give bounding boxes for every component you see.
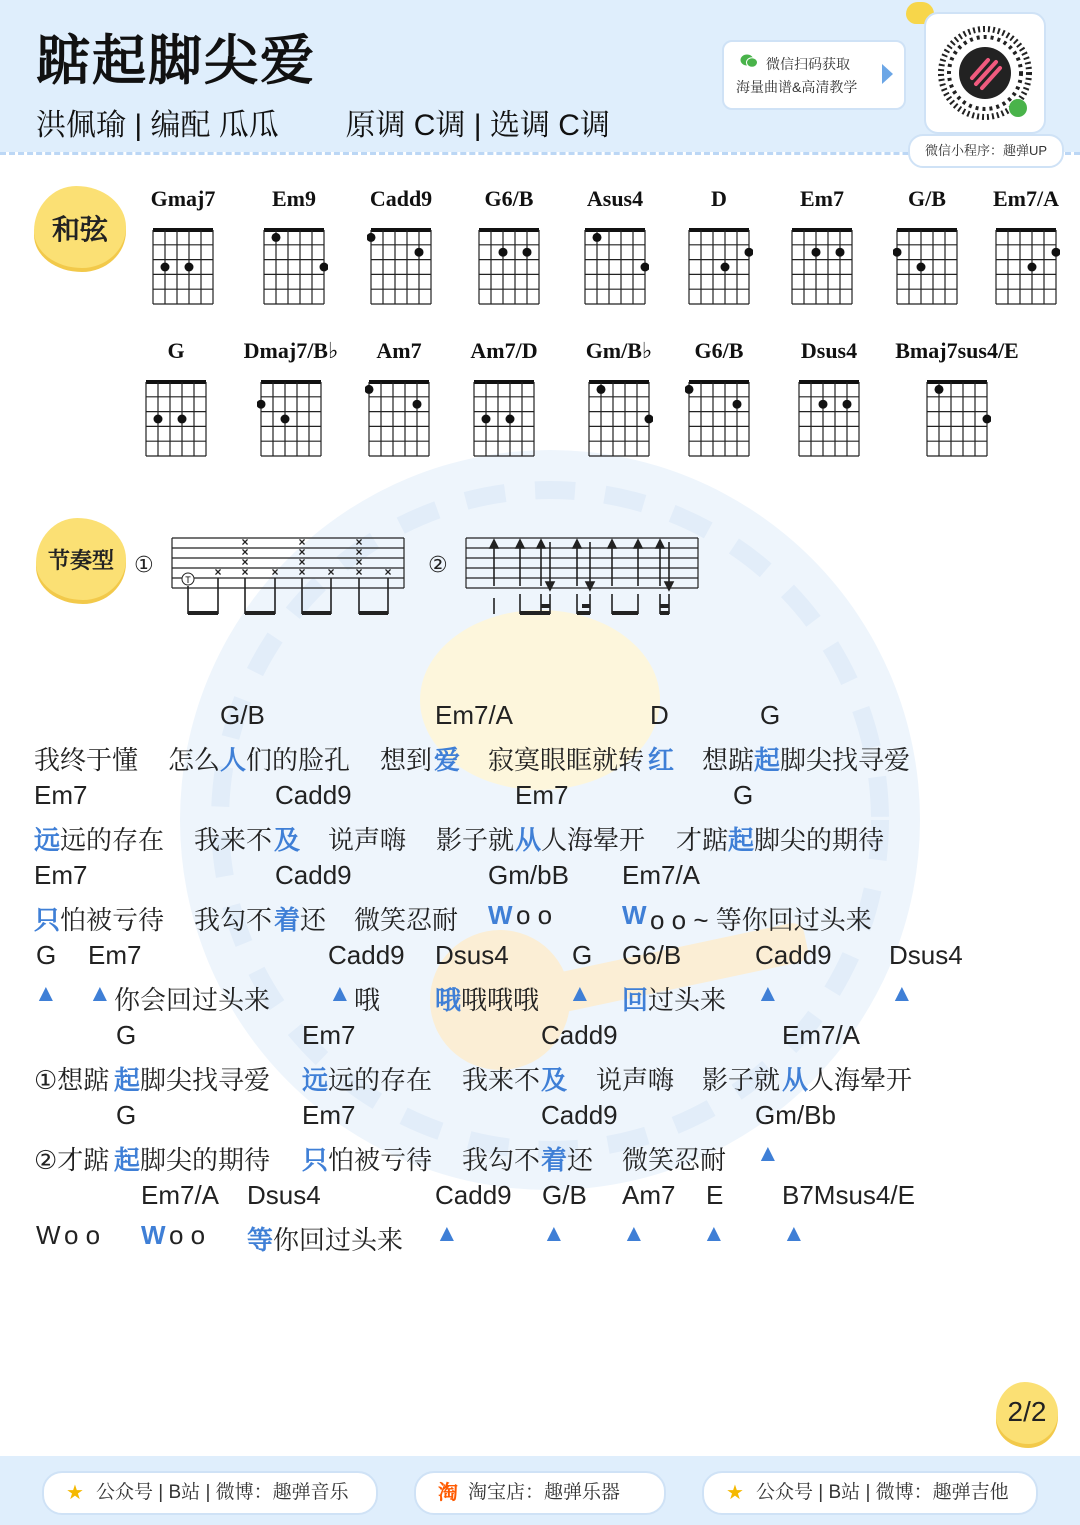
strum-marker: ▲ [890,980,914,1007]
footer-text-guitar: 公众号 | B站 | 微博：趣弹吉他 [756,1482,1009,1503]
lyric-text: o o [169,1220,206,1250]
lyric-text: 脚尖的期待 [754,825,885,855]
footer-text-taobao: 淘宝店：趣弹乐器 [468,1482,621,1503]
strum-marker: ▲ [435,1220,459,1247]
lyric-text: 从 [782,1065,809,1095]
chord-symbol: Em7/A [141,1180,220,1210]
arrow-right-icon [882,64,893,84]
svg-text:×: × [355,565,363,579]
lyric-text: 我勾不 [194,905,273,935]
chord-diagram [470,376,538,460]
lyric-text: 远的存在 [60,825,165,855]
chord-name: Gm/B♭ [585,338,653,363]
chord-diagram [367,224,435,308]
lyric-text: 们的脸孔 [246,745,351,775]
svg-text:×: × [271,565,279,579]
chord-symbol: Em7 [302,1100,356,1130]
lyric-text: 怕被亏待 [328,1145,433,1175]
chord-symbol: E [706,1180,724,1210]
lyric-text: 起 [728,825,755,855]
lyric-text: 想踮 [702,745,755,775]
chord-symbol: G [572,940,593,970]
chord-symbol: Gm/Bb [755,1100,836,1130]
footer-pill-music[interactable] [42,1471,378,1515]
chord-symbol: Em7 [515,780,569,810]
chord-diagram [788,224,856,308]
chord-symbol: Em7/A [782,1020,861,1050]
svg-text:×: × [241,545,249,559]
star-icon: ★ [726,1482,744,1504]
rhythm-1-label: ① [134,552,154,577]
lyric-text: 着 [541,1145,568,1175]
chord-diagram [795,376,863,460]
lyric-text: 我勾不 [462,1145,541,1175]
svg-text:×: × [214,565,222,579]
lyric-text: o o [516,900,553,930]
rhythm-2-label: ② [428,552,448,577]
svg-text:×: × [355,535,363,549]
chord-symbol: Dsus4 [435,940,509,970]
song-title: 踮起脚尖爱 [36,31,316,91]
chord-symbol: B7Msus4/E [782,1180,915,1210]
wechat-icon [740,54,758,68]
chord-symbol: Am7 [622,1180,676,1210]
lyric-text: 着 [274,905,301,935]
chord-name: G6/B [484,186,534,211]
chord-name: G6/B [694,338,744,363]
rhythm-pattern-2 [462,530,702,620]
svg-text:×: × [355,545,363,559]
chord-symbol: Em7/A [435,700,514,730]
lyric-text: 微笑忍耐 [622,1145,727,1175]
lyric-text: 远 [34,825,61,855]
chord-symbol: Dsus4 [889,940,963,970]
lyric-text: 脚尖的期待 [140,1145,271,1175]
lyric-text: W [488,900,513,930]
chord-symbol: Em7 [88,940,142,970]
lyric-text: 还 [300,905,327,935]
chord-symbol: G [760,700,781,730]
lyric-text: 过头来 [648,985,727,1015]
chord-diagram [142,376,210,460]
lyric-text: 只 [34,905,61,935]
chord-diagram [365,376,433,460]
strum-marker: ▲ [782,1220,806,1247]
chord-symbol: Cadd9 [328,940,405,970]
lyric-text: 影子就 [436,825,515,855]
chord-symbol: G [116,1100,137,1130]
star-icon: ★ [66,1482,84,1504]
lyric-text: 人 [220,745,247,775]
svg-text:×: × [355,555,363,569]
svg-text:×: × [298,535,306,549]
lyric-text: 说声嗨 [328,825,407,855]
strum-marker: ▲ [622,1220,646,1247]
chord-diagram [923,376,991,460]
lyric-text: 回 [622,985,649,1015]
lyric-text: 远 [302,1065,329,1095]
lyric-text: 影子就 [702,1065,781,1095]
strum-marker: ▲ [328,980,352,1007]
lyric-text: W [622,900,647,930]
svg-text:×: × [384,565,392,579]
lyric-text: 从 [515,825,542,855]
promo-text-2: 海量曲谱&高清教学 [736,79,858,95]
chord-symbol: Cadd9 [541,1100,618,1130]
chord-symbol: D [650,700,669,730]
lyric-text: 哦哦哦 [461,985,540,1015]
chord-symbol: G/B [542,1180,587,1210]
chord-symbol: Cadd9 [541,1020,618,1050]
lyric-text: 人海晕开 [541,825,646,855]
chord-name: Gmaj7 [150,186,216,211]
lyric-text: 说声嗨 [596,1065,675,1095]
chord-diagram [260,224,328,308]
chord-symbol: G/B [220,700,265,730]
chord-name: Asus4 [586,186,644,211]
strum-marker: ▲ [702,1220,726,1247]
lyric-text: 脚尖找寻爱 [140,1065,271,1095]
chords-badge [34,186,126,268]
lyric-text: 我来不 [462,1065,541,1095]
lyric-text: 哦 [354,985,381,1015]
lyric-text: 远的存在 [328,1065,433,1095]
chord-symbol: G [36,940,57,970]
chord-diagram [585,376,653,460]
lyric-text: 我来不 [194,825,273,855]
lyric-text: 寂寞眼眶就转 [488,745,645,775]
chord-name: Em9 [272,186,316,211]
chord-name: G/B [908,186,946,211]
lyric-text: 还 [567,1145,594,1175]
lyric-text: 及 [541,1065,568,1095]
qr-code-icon [926,14,1044,132]
lyric-text: 人海晕开 [808,1065,913,1095]
chord-symbol: G [116,1020,137,1050]
chord-diagram [257,376,325,460]
lyric-text: 我终于懂 [34,745,139,775]
promo-box[interactable] [722,40,906,110]
lyric-text: 起 [754,745,781,775]
lyric-text: 等 [247,1225,274,1255]
promo-text-1: 微信扫码获取 [766,56,850,72]
chord-symbol: G [733,780,754,810]
chord-symbol: Gm/bB [488,860,569,890]
chord-diagram [893,224,961,308]
chord-diagram [992,224,1060,308]
chord-symbol: Cadd9 [755,940,832,970]
lyric-text: 起 [114,1145,141,1175]
chord-symbol: Em7/A [622,860,701,890]
chord-name: D [711,186,727,211]
strum-marker: ▲ [88,980,112,1007]
lyric-text: 怕被亏待 [60,905,165,935]
chord-symbol: Cadd9 [435,1180,512,1210]
strum-marker: ▲ [34,980,58,1007]
chord-symbol: Em7 [302,1020,356,1050]
rhythm-badge-label: 节奏型 [47,548,114,573]
lyric-text: 只 [302,1145,329,1175]
chord-name: Em7 [800,186,844,211]
chord-symbol: Em7 [34,780,88,810]
rhythm-pattern-1 [168,530,408,620]
svg-text:×: × [298,555,306,569]
chord-symbol: Em7 [34,860,88,890]
taobao-icon: 淘 [438,1482,458,1504]
chord-symbol: G6/B [622,940,682,970]
lyric-text: 及 [274,825,301,855]
chord-name: Am7/D [470,338,538,363]
qr-code[interactable] [924,12,1046,134]
chord-name: Bmaj7sus4/E [895,338,1019,363]
lyric-text: 微笑忍耐 [354,905,459,935]
chord-name: Em7/A [993,186,1059,211]
lyric-text: 红 [648,745,675,775]
chord-symbol: Cadd9 [275,860,352,890]
footer-text-music: 公众号 | B站 | 微博：趣弹音乐 [96,1482,349,1503]
lyric-text: o o [64,1220,101,1250]
lyric-text: 你会回过头来 [114,985,271,1015]
chord-name: G [167,338,185,363]
chord-name: Dsus4 [800,338,858,363]
footer-pill-guitar[interactable] [702,1471,1038,1515]
chord-name: Am7 [376,338,422,363]
svg-text:×: × [241,555,249,569]
chord-diagram [149,224,217,308]
svg-text:T: T [185,575,191,585]
chord-symbol: Cadd9 [275,780,352,810]
footer-pill-taobao[interactable] [414,1471,666,1515]
lyric-text: 想到 [380,745,433,775]
chord-name: Cadd9 [369,186,433,211]
lyric-text: o o ~ 等你回过头来 [650,905,872,935]
chord-diagram [685,376,753,460]
chord-diagram [581,224,649,308]
song-meta: 洪佩瑜 | 编配 瓜瓜 原调 C调 | 选调 C调 [36,109,610,142]
chord-diagram [685,224,753,308]
lyric-text: 起 [114,1065,141,1095]
chord-diagram [475,224,543,308]
svg-text:×: × [241,565,249,579]
qr-caption: 微信小程序：趣弹UP [908,134,1064,168]
chord-symbol: Dsus4 [247,1180,321,1210]
strum-marker: ▲ [568,980,592,1007]
page-number: 2/2 [1007,1396,1047,1427]
lyric-text: 爱 [434,745,461,775]
strum-marker: ▲ [542,1220,566,1247]
lyric-text: ①想踮 [34,1065,110,1095]
page-number-badge [996,1382,1058,1444]
lyric-text: 才踮 [676,825,729,855]
lyric-text: 哦 [435,985,462,1015]
rhythm-badge [36,518,126,600]
lyric-text: 你回过头来 [273,1225,404,1255]
svg-text:×: × [298,565,306,579]
lyric-text: 怎么 [168,745,221,775]
lyric-text: W [36,1220,61,1250]
lyric-text: 脚尖找寻爱 [780,745,911,775]
chords-badge-label: 和弦 [51,214,108,245]
chord-name: Dmaj7/B♭ [243,338,339,363]
svg-text:×: × [298,545,306,559]
lyric-text: ②才踮 [34,1145,110,1175]
strum-marker: ▲ [756,980,780,1007]
svg-text:×: × [327,565,335,579]
lyric-text: W [141,1220,166,1250]
strum-marker: ▲ [756,1140,780,1167]
svg-text:×: × [241,535,249,549]
